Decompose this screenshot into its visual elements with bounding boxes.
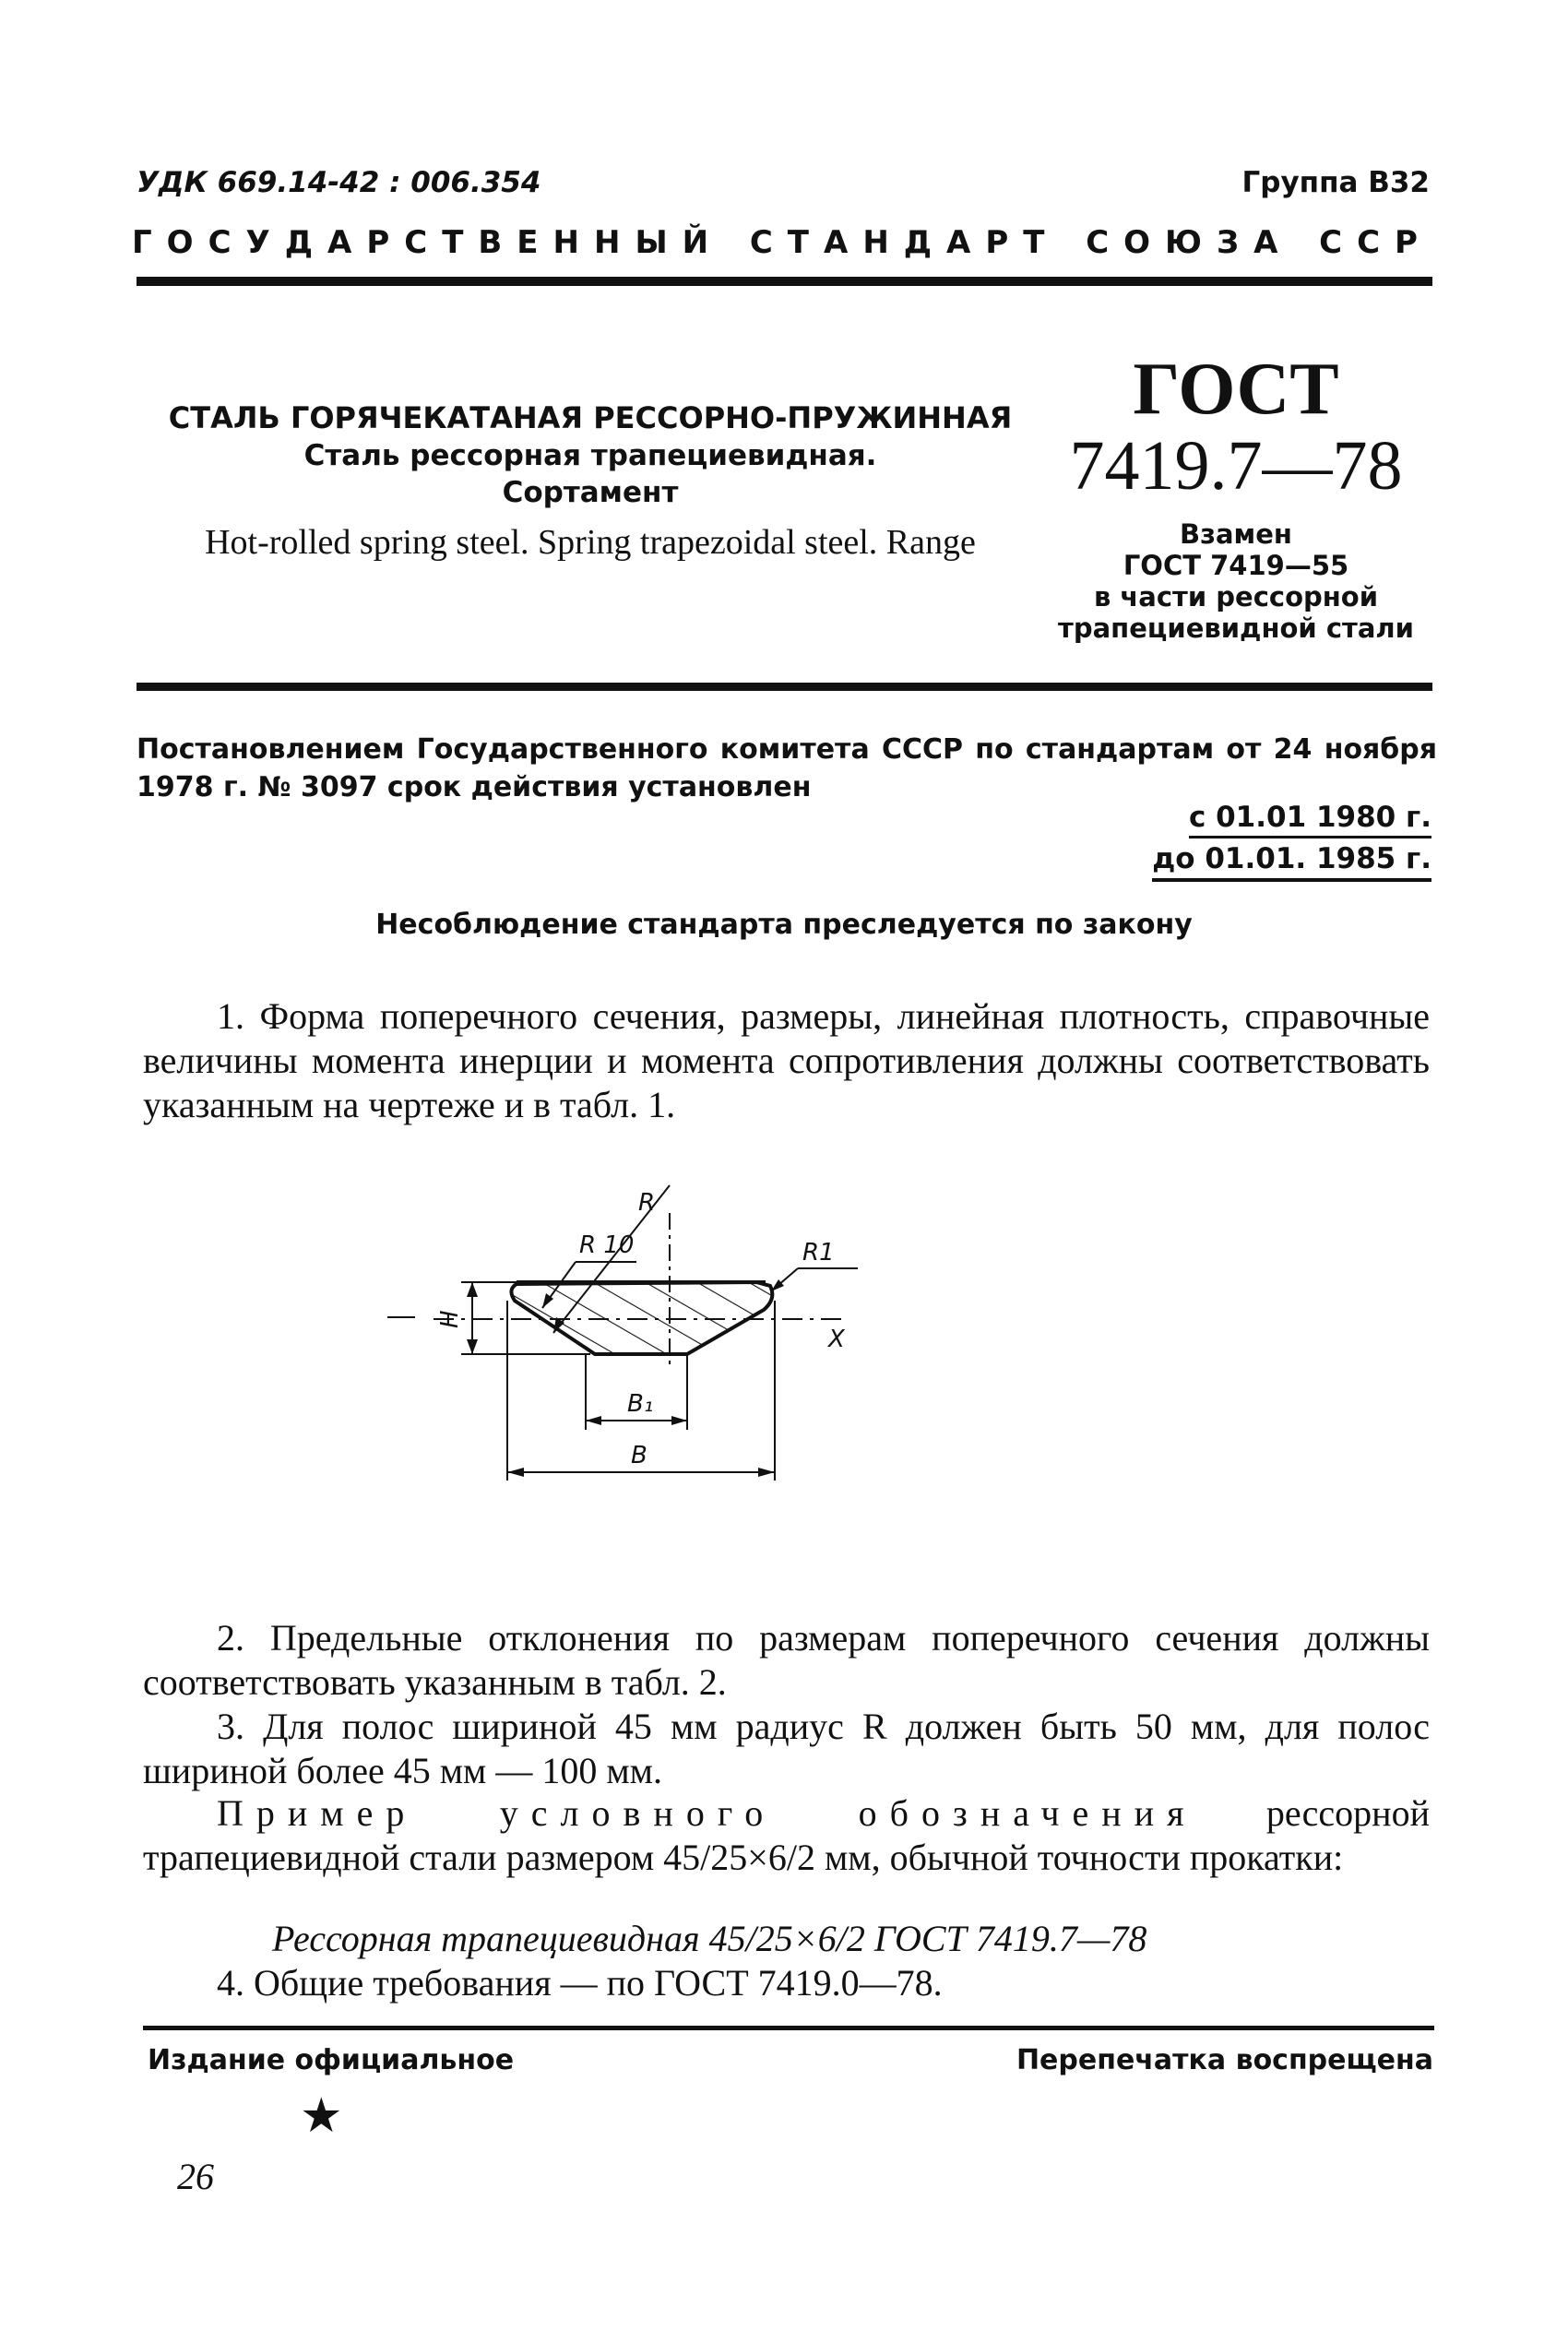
paragraph-1: 1. Форма поперечного сечения, размеры, линейная плотность, справочные величины момента инерции и момента сопротивления должны соответствовать указанным на чертеже и в табл. 1. xyxy=(143,995,1430,1125)
gost-block xyxy=(1042,351,1430,504)
replaces-line-4: трапециевидной стали xyxy=(1058,612,1414,644)
decree-text: Постановлением Государственного комитета СССР по стандартам от 24 ноября 1978 г. № 3097 срок действия установлен xyxy=(137,733,1437,803)
effective-to-date: до 01.01. 1985 г. xyxy=(1152,842,1431,882)
dim-b1-label: B₁ xyxy=(627,1390,654,1418)
effective-from-date: с 01.01 1980 г. xyxy=(1189,801,1431,838)
gost-number: 7419.7—78 xyxy=(1069,427,1403,505)
replaces-line-1: Взамен xyxy=(1180,518,1292,550)
gost-label: ГОСТ xyxy=(1133,349,1339,430)
paragraph-3: 3. Для полос шириной 45 мм радиус R должен быть 50 мм, для полос шириной более 45 мм — 100 мм. xyxy=(143,1706,1430,1791)
title-line-1: СТАЛЬ ГОРЯЧЕКАТАНАЯ РЕССОРНО-ПРУЖИННАЯ xyxy=(168,400,1013,435)
heading-word-4: ССР xyxy=(1319,224,1432,261)
group-code: Группа В32 xyxy=(1241,166,1430,199)
title-line-3: Сортамент xyxy=(502,476,679,509)
heading-word-2: СТАНДАРТ xyxy=(749,224,1060,261)
cross-section-drawing xyxy=(369,1153,1218,1522)
replaces-line-2: ГОСТ 7419—55 xyxy=(1123,550,1349,581)
paragraph-2: 2. Предельные отклонения по размерам поперечного сечения должны соответствовать указанным в табл. 2. xyxy=(143,1617,1430,1703)
official-edition-label: Издание официальное xyxy=(148,2044,515,2076)
radius-r-label: R xyxy=(638,1189,656,1217)
title-block xyxy=(148,398,1033,568)
law-notice: Несоблюдение стандарта преследуется по закону xyxy=(375,909,1193,941)
example-paragraph xyxy=(143,1791,1430,1880)
middle-rule xyxy=(137,683,1432,691)
top-rule xyxy=(137,277,1432,286)
page-number: 26 xyxy=(177,2156,214,2197)
bottom-rule xyxy=(143,2026,1434,2030)
radius-r1-label: R1 xyxy=(802,1239,835,1267)
dim-h-label: H xyxy=(436,1310,464,1328)
replaces-block xyxy=(1042,518,1430,644)
udk-code: УДК 669.14-42 : 006.354 xyxy=(137,166,541,199)
example-designation: Рессорная трапециевидная 45/25×6/2 ГОСТ 7419.7—78 xyxy=(272,1918,1147,1959)
replaces-line-3: в части рессорной xyxy=(1093,581,1379,612)
title-english: Hot-rolled spring steel. Spring trapezoidal steel. Range xyxy=(205,523,976,562)
star-icon: ★ xyxy=(300,2088,343,2144)
axis-x-label: X xyxy=(828,1326,845,1353)
paragraph-4: 4. Общие требования — по ГОСТ 7419.0—78. xyxy=(217,1962,943,2004)
example-heading: Пример условного обозначения xyxy=(217,1792,1197,1834)
heading-word-1: ГОСУДАРСТВЕННЫЙ xyxy=(132,224,724,261)
radius-r10-label: R 10 xyxy=(579,1231,635,1259)
dim-b-label: B xyxy=(631,1442,647,1469)
example-text: рессорной трапециевидной стали размером 45/25×6/2 мм, обычной точности прокатки: xyxy=(143,1792,1430,1878)
title-line-2: Сталь рессорная трапециевидная. xyxy=(303,439,877,472)
heading-word-3: СОЮЗА xyxy=(1086,224,1293,261)
reprint-prohibited-label: Перепечатка воспрещена xyxy=(1016,2044,1433,2076)
state-standard-heading xyxy=(132,224,1432,261)
